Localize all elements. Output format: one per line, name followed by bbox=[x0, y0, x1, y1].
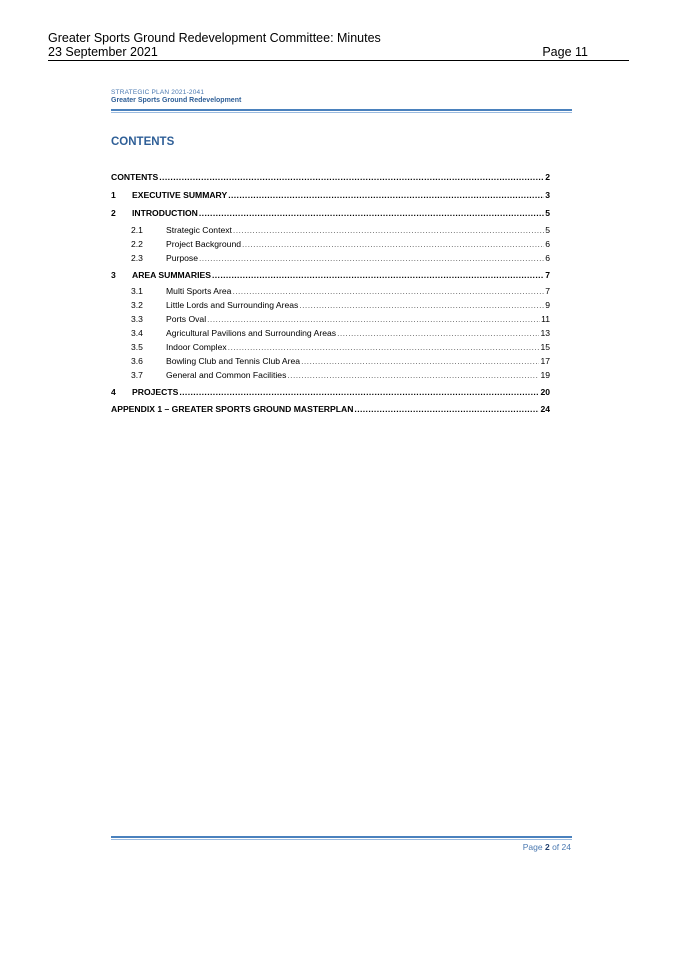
toc-entry[interactable] bbox=[111, 172, 550, 183]
footer-page-prefix: Page bbox=[522, 842, 543, 852]
minutes-date: 23 September 2021 bbox=[48, 45, 158, 59]
toc-entry[interactable] bbox=[111, 190, 550, 201]
toc-entry-page: 7 bbox=[545, 270, 550, 280]
toc-dot-leader bbox=[354, 404, 539, 415]
toc-entry-label: Agricultural Pavilions and Surrounding Areas bbox=[166, 328, 337, 338]
toc-entry-number: 2.2 bbox=[131, 239, 143, 249]
document-subtitle: Greater Sports Ground Redevelopment bbox=[111, 97, 242, 104]
toc-entry[interactable] bbox=[111, 314, 550, 325]
toc-entry-label: General and Common Facilities bbox=[166, 370, 287, 380]
toc-entry-page: 2 bbox=[545, 172, 550, 182]
toc-dot-leader bbox=[299, 300, 544, 311]
header-divider bbox=[48, 60, 629, 61]
toc-entry-page: 6 bbox=[545, 253, 550, 263]
toc-entry-number: 3 bbox=[111, 270, 116, 280]
toc-entry[interactable] bbox=[111, 286, 550, 297]
toc-entry-number: 2.1 bbox=[131, 225, 143, 235]
toc-dot-leader bbox=[232, 286, 544, 297]
document-header-rule bbox=[111, 109, 572, 111]
footer-rule bbox=[111, 836, 572, 838]
minutes-header bbox=[0, 0, 675, 62]
footer-current-page: 2 bbox=[544, 842, 550, 852]
minutes-page-number: Page 11 bbox=[542, 45, 588, 59]
toc-entry-label: Bowling Club and Tennis Club Area bbox=[166, 356, 301, 366]
toc-entry[interactable] bbox=[111, 387, 550, 398]
contents-heading: CONTENTS bbox=[111, 136, 175, 148]
footer-page-indicator bbox=[523, 842, 571, 852]
toc-dot-leader bbox=[337, 328, 539, 339]
minutes-title: Greater Sports Ground Redevelopment Committee: Minutes bbox=[48, 31, 381, 45]
toc-entry-page: 3 bbox=[545, 190, 550, 200]
toc-dot-leader bbox=[233, 225, 544, 236]
toc-entry[interactable] bbox=[111, 225, 550, 236]
toc-entry[interactable] bbox=[111, 328, 550, 339]
toc-entry-page: 24 bbox=[540, 404, 550, 414]
toc-dot-leader bbox=[199, 253, 544, 264]
toc-entry-page: 20 bbox=[540, 387, 550, 397]
toc-entry[interactable] bbox=[111, 356, 550, 367]
toc-entry-number: 3.1 bbox=[131, 286, 143, 296]
toc-entry-page: 5 bbox=[545, 225, 550, 235]
toc-dot-leader bbox=[159, 172, 544, 183]
toc-entry-number: 2 bbox=[111, 208, 116, 218]
toc-entry-label: APPENDIX 1 – GREATER SPORTS GROUND MASTERPLAN bbox=[111, 404, 354, 414]
toc-dot-leader bbox=[301, 356, 539, 367]
toc-entry-label: AREA SUMMARIES bbox=[132, 270, 211, 280]
toc-entry-label: Little Lords and Surrounding Areas bbox=[166, 300, 299, 310]
toc-entry-label: Indoor Complex bbox=[166, 342, 227, 352]
toc-entry-number: 1 bbox=[111, 190, 116, 200]
toc-entry-label: PROJECTS bbox=[132, 387, 179, 397]
toc-dot-leader bbox=[228, 342, 540, 353]
footer-rule-thin bbox=[111, 839, 572, 840]
toc-entry-label: Multi Sports Area bbox=[166, 286, 232, 296]
toc-entry-page: 17 bbox=[540, 356, 550, 366]
toc-entry-page: 9 bbox=[545, 300, 550, 310]
toc-entry-label: Project Background bbox=[166, 239, 241, 249]
toc-dot-leader bbox=[207, 314, 540, 325]
toc-dot-leader bbox=[179, 387, 539, 398]
toc-entry[interactable] bbox=[111, 342, 550, 353]
toc-entry-page: 19 bbox=[540, 370, 550, 380]
toc-dot-leader bbox=[287, 370, 539, 381]
toc-entry-number: 3.2 bbox=[131, 300, 143, 310]
toc-entry[interactable] bbox=[111, 239, 550, 250]
toc-entry-number: 3.4 bbox=[131, 328, 143, 338]
toc-entry-number: 3.5 bbox=[131, 342, 143, 352]
toc-dot-leader bbox=[212, 270, 544, 281]
toc-entry[interactable] bbox=[111, 208, 550, 219]
toc-entry[interactable] bbox=[111, 370, 550, 381]
toc-dot-leader bbox=[199, 208, 544, 219]
document-kicker: STRATEGIC PLAN 2021-2041 bbox=[111, 89, 205, 96]
toc-entry-label: EXECUTIVE SUMMARY bbox=[132, 190, 228, 200]
toc-entry-number: 3.6 bbox=[131, 356, 143, 366]
toc-dot-leader bbox=[228, 190, 544, 201]
footer-total-pages: 24 bbox=[561, 842, 571, 852]
toc-entry[interactable] bbox=[111, 270, 550, 281]
toc-entry-number: 2.3 bbox=[131, 253, 143, 263]
toc-entry-label: CONTENTS bbox=[111, 172, 159, 182]
toc-entry[interactable] bbox=[111, 404, 550, 415]
toc-entry-page: 11 bbox=[541, 314, 550, 324]
toc-entry-label: Purpose bbox=[166, 253, 199, 263]
toc-entry-number: 3.3 bbox=[131, 314, 143, 324]
toc-entry-page: 5 bbox=[545, 208, 550, 218]
toc-entry-label: Strategic Context bbox=[166, 225, 232, 235]
toc-entry[interactable] bbox=[111, 253, 550, 264]
toc-entry-number: 3.7 bbox=[131, 370, 143, 380]
toc-entry-page: 7 bbox=[545, 286, 550, 296]
toc-entry-page: 13 bbox=[540, 328, 550, 338]
document-header-rule-thin bbox=[111, 112, 572, 113]
toc-entry-label: Ports Oval bbox=[166, 314, 207, 324]
toc-entry[interactable] bbox=[111, 300, 550, 311]
toc-entry-page: 6 bbox=[545, 239, 550, 249]
toc-entry-number: 4 bbox=[111, 387, 116, 397]
footer-page-sep: of bbox=[552, 842, 560, 852]
toc-entry-page: 15 bbox=[540, 342, 550, 352]
toc-entry-label: INTRODUCTION bbox=[132, 208, 198, 218]
toc-dot-leader bbox=[242, 239, 544, 250]
